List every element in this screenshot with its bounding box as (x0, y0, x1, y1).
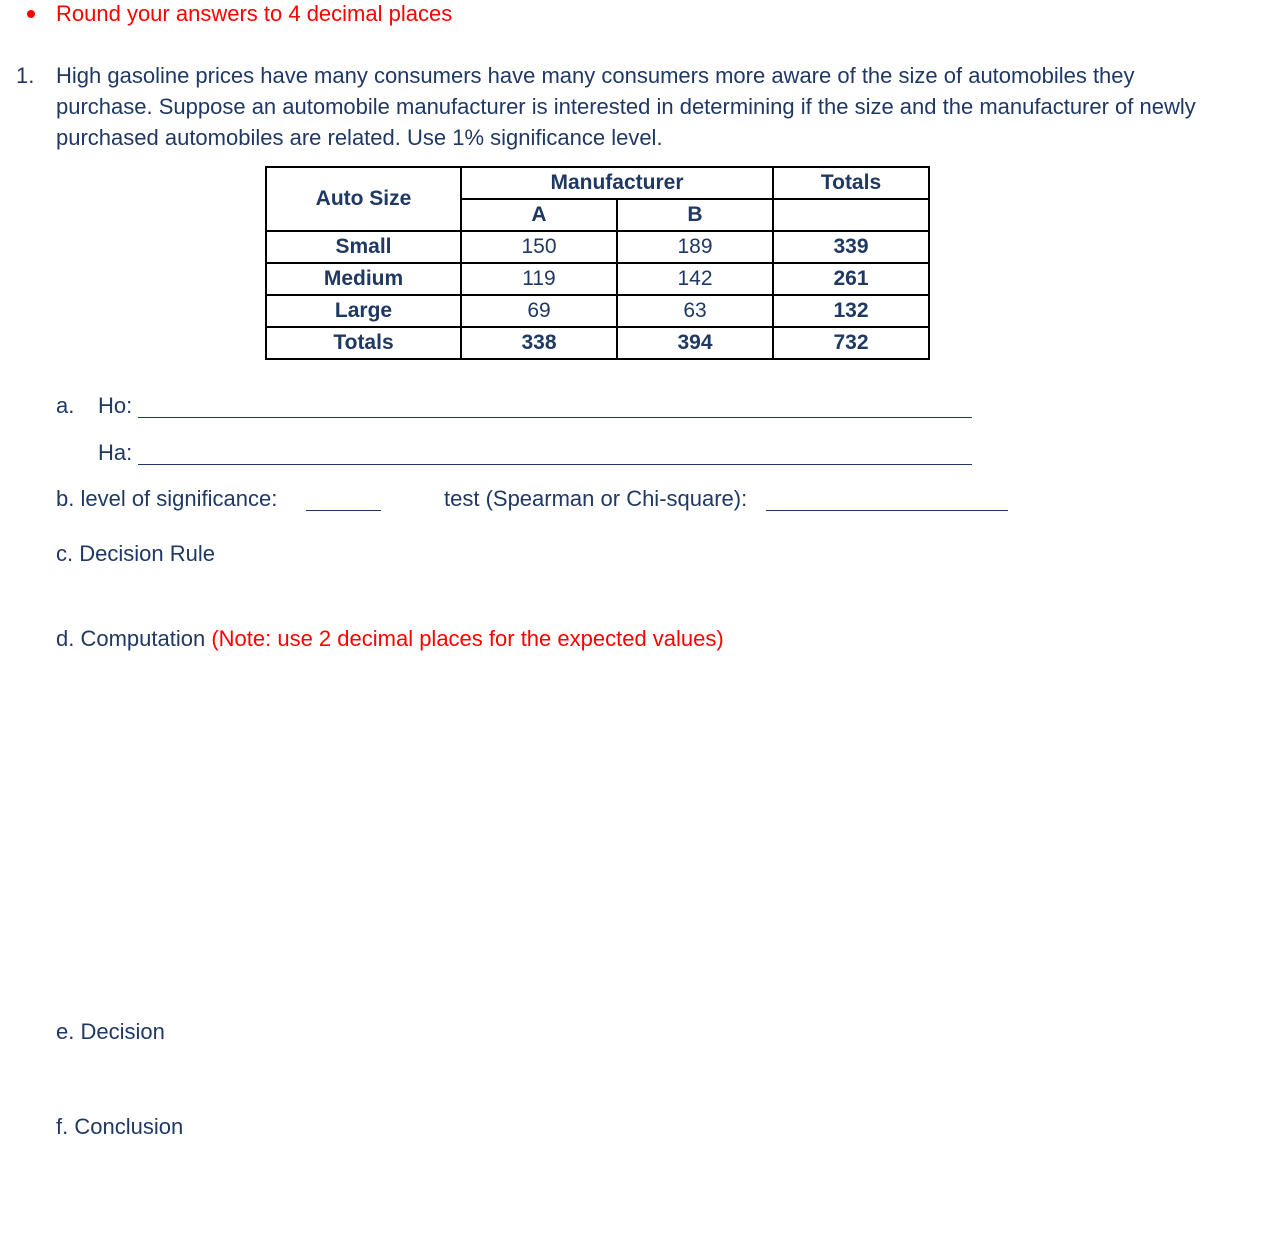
totals-row (266, 327, 929, 359)
ha-answer-line[interactable] (138, 442, 972, 465)
test-label: test (Spearman or Chi-square): (444, 486, 748, 511)
table-row (266, 295, 929, 327)
cell-total: 132 (773, 295, 929, 327)
test-answer-line[interactable] (766, 488, 1008, 511)
row-label: Small (266, 231, 461, 263)
part-f-label: f. Conclusion (56, 1114, 184, 1139)
cell-total: 339 (773, 231, 929, 263)
header-auto-size: Auto Size (266, 167, 461, 231)
cell-total: 732 (773, 327, 929, 359)
row-label: Medium (266, 263, 461, 295)
cell-a: 69 (461, 295, 617, 327)
part-d-row (56, 626, 724, 652)
table-row (266, 263, 929, 295)
header-manufacturer: Manufacturer (461, 167, 773, 199)
cell-b: 394 (617, 327, 773, 359)
bullet-icon (27, 10, 35, 18)
cell-a: 119 (461, 263, 617, 295)
round-note: Round your answers to 4 decimal places (56, 1, 453, 26)
question-number: 1. (16, 63, 35, 88)
ha-label: Ha: (98, 440, 133, 465)
ho-label: Ho: (98, 393, 133, 418)
part-c-label: c. Decision Rule (56, 541, 215, 566)
cell-b: 142 (617, 263, 773, 295)
part-d-label: d. Computation (56, 626, 206, 651)
cell-b: 63 (617, 295, 773, 327)
question-text: High gasoline prices have many consumers have many consumers more aware of the size of automobiles they purchase. Suppose an automobile manufacturer is interested in determining if the size and the manufacturer of newly purchased automobiles are related. Use 1% significance level. (56, 63, 1196, 150)
cell-total: 261 (773, 263, 929, 295)
row-label: Large (266, 295, 461, 327)
header-totals: Totals (773, 167, 929, 199)
significance-answer-line[interactable] (306, 488, 381, 511)
header-totals-blank (773, 199, 929, 231)
part-a-label: a. (56, 393, 75, 418)
row-label: Totals (266, 327, 461, 359)
part-b-label: b. level of significance: (56, 486, 278, 511)
table-row (266, 231, 929, 263)
cell-a: 150 (461, 231, 617, 263)
cell-b: 189 (617, 231, 773, 263)
ho-answer-line[interactable] (138, 395, 972, 418)
part-e-label: e. Decision (56, 1019, 165, 1044)
cell-a: 338 (461, 327, 617, 359)
header-a: A (461, 199, 617, 231)
header-b: B (617, 199, 773, 231)
part-d-note: (Note: use 2 decimal places for the expected values) (211, 626, 724, 651)
contingency-table (265, 166, 930, 360)
